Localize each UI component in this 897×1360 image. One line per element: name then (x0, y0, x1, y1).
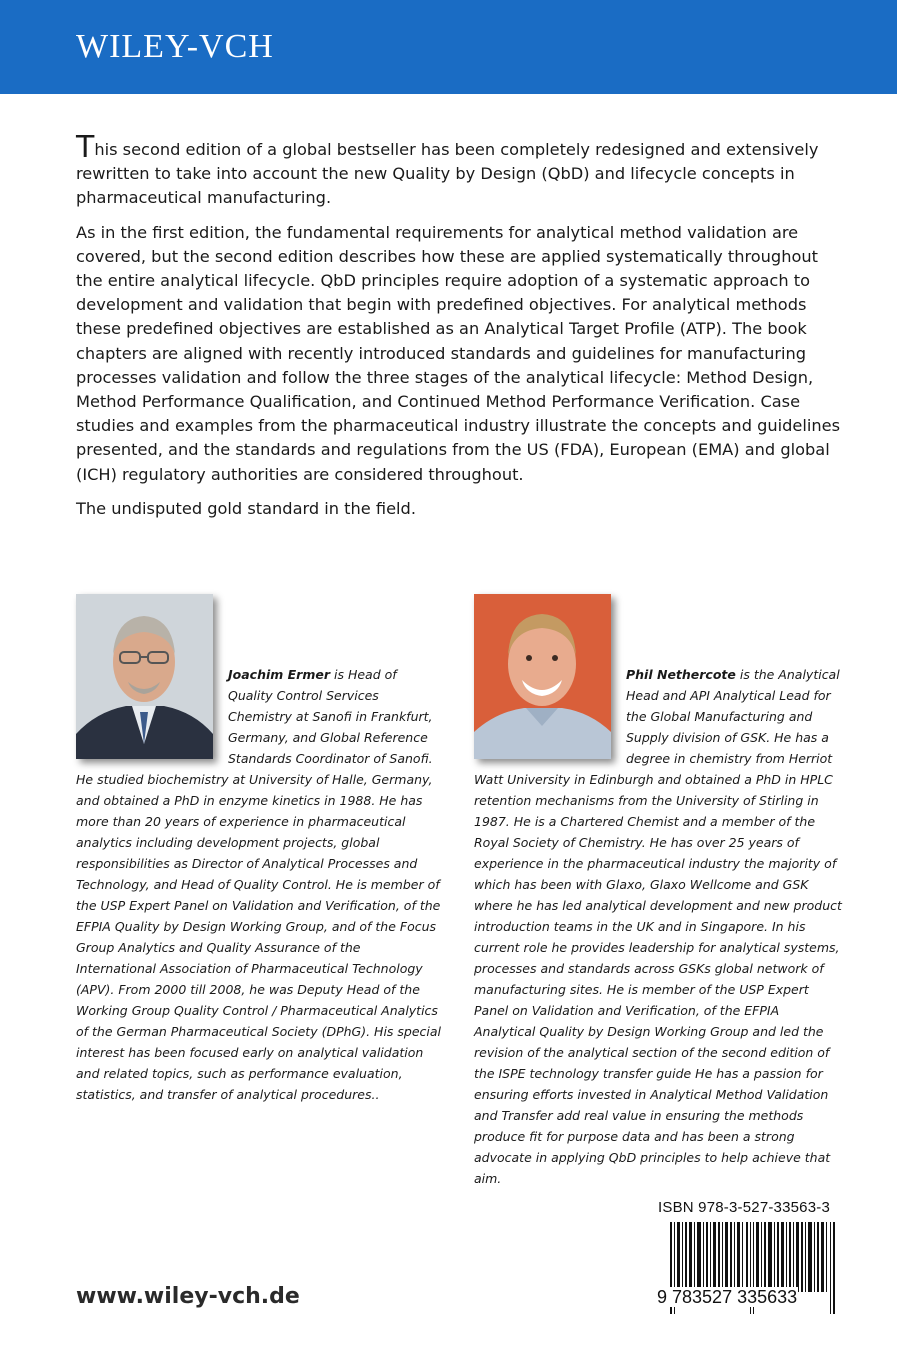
tagline: The undisputed gold standard in the field. (76, 498, 416, 518)
author-bio-phil-nethercote (474, 664, 844, 1189)
barcode-digits (656, 1287, 798, 1308)
description-paragraph: As in the first edition, the fundamental requirements for analytical method validation are covered, but the second edition describes how these are applied systematically throughout the entire analytical lifecycle. QbD principles require adoption of a systematic approach to development and validation that begin with predefined objectives. For analytical methods these predefined objectives are established as an Analytical Target Profile (ATP). The book chapters are aligned with recently introduced standards and guidelines for manufacturing processes validation and follow the three stages of the analytical lifecycle: Method Design, Method Performance Qualification, and Continued Method Performance Verification. Case studies and examples from the pharmaceutical industry illustrate the concepts and guidelines presented, and the standards and regulations from the US (FDA), European (EMA) and global (ICH) regulatory authorities are considered throughout. (76, 222, 841, 484)
author-name: Joachim Ermer (228, 667, 331, 682)
author-bio-text: is Head of Quality Control Services Chemistry at Sanofi in Frankfurt, Germany, and Global Reference Standards Coordinator of Sanofi. He studied biochemistry at University of Halle, Germany, and obtained a PhD in enzyme kinetics in 1988. He has more than 20 years of experience in pharmaceutical analytics including development projects, global responsibilities as Director of Analytical Processes and Technology, and Head of Quality Control. He is member of the USP Expert Panel on Validation and Verification, of the EFPIA Quality by Design Working Group, and of the Focus Group Analytics and Quality Assurance of the International Association of Pharmaceutical Technology (APV). From 2000 till 2008, he was Deputy Head of the Working Group Quality Control / Pharmaceutical Analytics of the German Pharmaceutical Society (DPhG). His special interest has been focused early on analytical validation and related topics, such as performance evaluation, statistics, and transfer of analytical procedures.. (76, 667, 442, 1102)
drop-cap: T (76, 130, 95, 165)
photo-wrap-spacer (474, 664, 626, 769)
author-name: Phil Nethercote (626, 667, 736, 682)
barcode-number: 9 783527 335633 (657, 1287, 798, 1307)
author-bio-text: is the Analytical Head and API Analytical Lead for the Global Manufacturing and Supply division of GSK. He has a degree in chemistry from Herriot Watt University in Edinburgh and obtained a PhD in HPLC retention mechanisms from the University of Stirling in 1987. He is a Chartered Chemist and a member of the Royal Society of Chemistry. He has over 25 years of experience in the pharmaceutical industry the majority of which has been with Glaxo, Glaxo Wellcome and GSK where he has led analytical development and new product introduction teams in the UK and in Singapore. In his current role he provides leadership for analytical systems, processes and standards across GSKs global network of manufacturing sites. He is member of the USP Expert Panel on Validation and Verification, of the EFPIA Analytical Quality by Design Working Group and led the revision of the analytical section of the second edition of the ISPE technology transfer guide He has a passion for ensuring efforts invested in Analytical Method Validation and Transfer add real value in ensuring the methods produce fit for purpose data and has been a strong advocate in applying QbD principles to help achieve that aim. (474, 667, 842, 1186)
description-paragraph (76, 130, 846, 211)
isbn-label: ISBN 978-3-527-33563-3 (658, 1199, 831, 1216)
header-bar (0, 0, 897, 94)
publisher-website: www.wiley-vch.de (76, 1284, 300, 1309)
publisher-logo: WILEY-VCH (76, 28, 274, 65)
paragraph-text: his second edition of a global bestseller has been completely redesigned and extensively rewritten to take into account the new Quality by Design (QbD) and lifecycle concepts in pharmaceutical manufacturing. (76, 140, 819, 208)
photo-wrap-spacer (76, 664, 228, 769)
book-description (76, 130, 846, 531)
author-bio-joachim-ermer (76, 664, 442, 1105)
